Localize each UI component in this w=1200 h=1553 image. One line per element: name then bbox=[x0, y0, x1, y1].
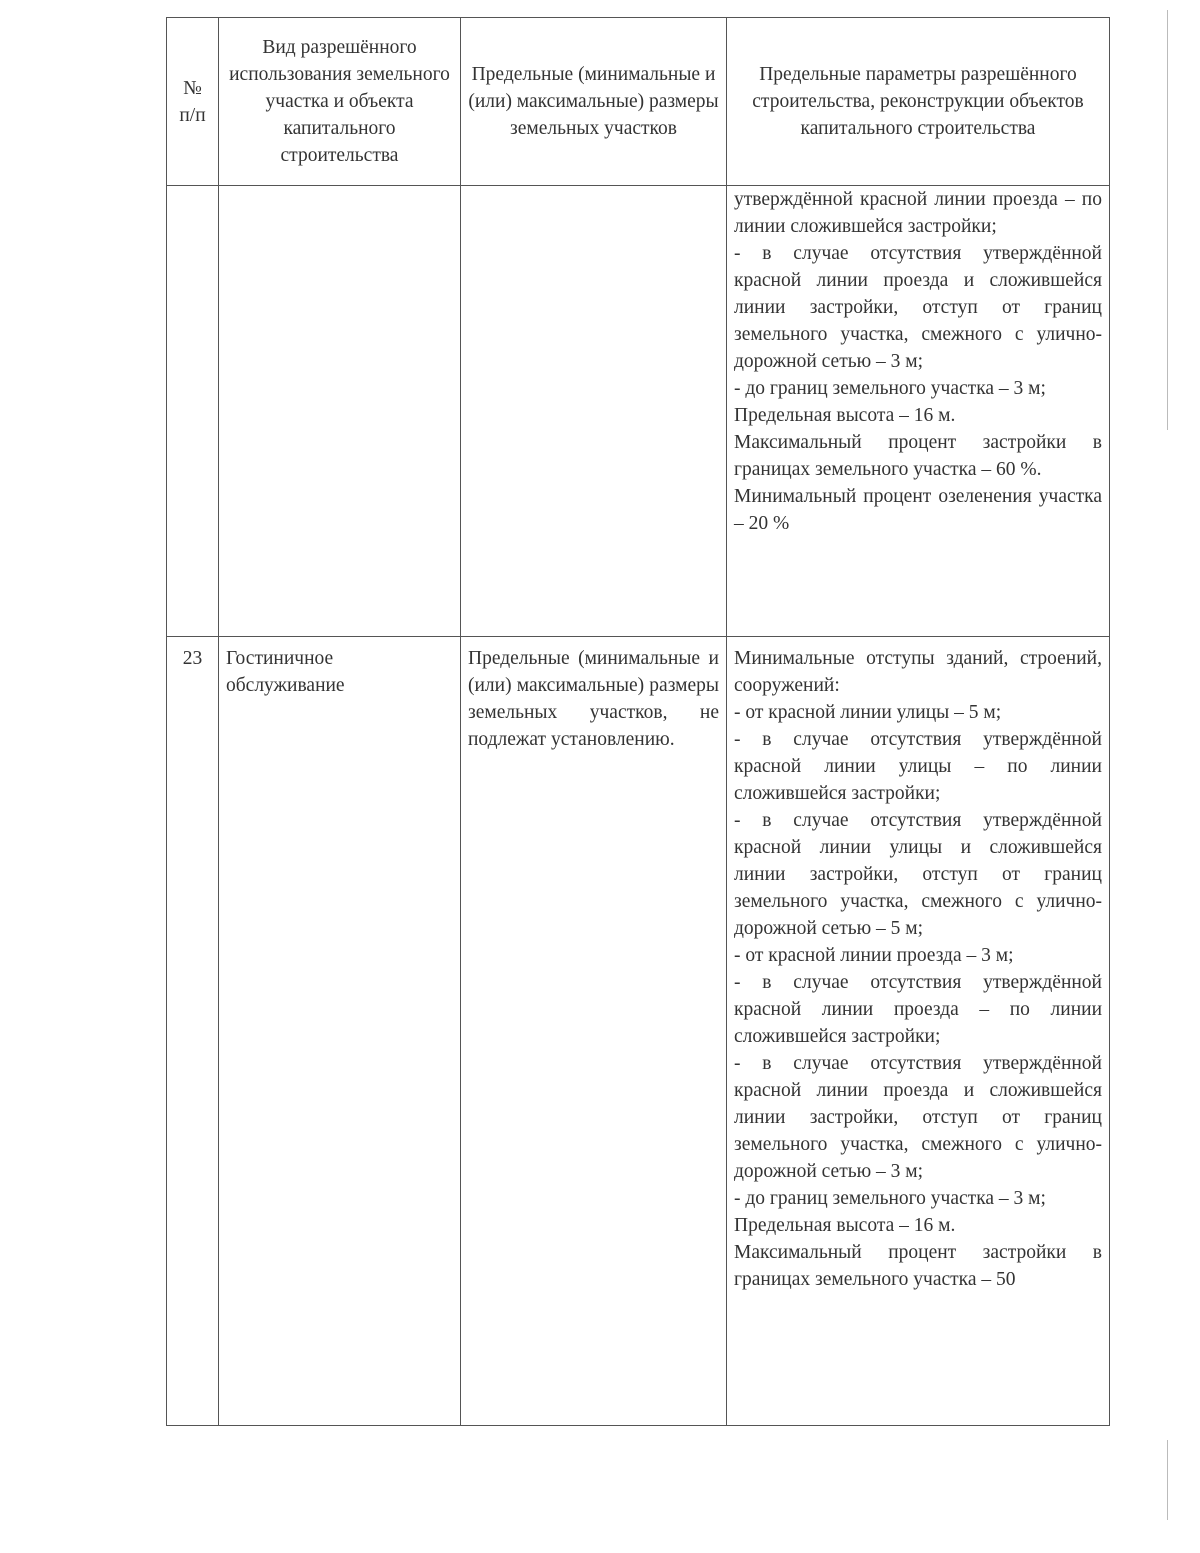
param-line: Предельная высота – 16 м. bbox=[734, 1215, 956, 1236]
table-header-row bbox=[167, 18, 1110, 186]
param-line: Предельная высота – 16 м. bbox=[734, 405, 956, 426]
scan-edge-line bbox=[1167, 10, 1168, 430]
table-row bbox=[167, 186, 1110, 637]
param-line: - до границ земельного участка – 3 м; bbox=[734, 378, 1046, 399]
param-line: - в случае отсутствия утверждённой красной линии проезда и сложившейся линии застройки, отступ от границ земельного участка, смежного с улично-дорожной сетью – 3 м; bbox=[734, 1053, 1102, 1182]
param-line: Максимальный процент застройки в границах земельного участка – 60 %. bbox=[734, 432, 1102, 480]
row-plot-sizes bbox=[461, 186, 727, 637]
land-use-table bbox=[166, 17, 1110, 1426]
table-row bbox=[167, 637, 1110, 1426]
row-construction-params bbox=[727, 186, 1110, 637]
param-line: - в случае отсутствия утверждённой красной линии улицы и сложившейся линии застройки, отступ от границ земельного участка, смежного с улично-дорожной сетью – 5 м; bbox=[734, 810, 1102, 939]
header-construction-params: Предельные параметры разрешённого строительства, реконструкции объектов капитального строительства bbox=[727, 18, 1110, 186]
header-plot-sizes: Предельные (минимальные и (или) максимальные) размеры земельных участков bbox=[461, 18, 727, 186]
row-land-use-kind bbox=[219, 186, 461, 637]
param-line: - от красной линии улицы – 5 м; bbox=[734, 702, 1002, 723]
param-line: Минимальные отступы зданий, строений, сооружений: bbox=[734, 648, 1102, 696]
row-construction-params bbox=[727, 637, 1110, 1426]
param-line: - от красной линии проезда – 3 м; bbox=[734, 945, 1014, 966]
row-plot-sizes: Предельные (минимальные и (или) максимальные) размеры земельных участков, не подлежат установлению. bbox=[461, 637, 727, 1426]
param-line: утверждённой красной линии проезда – по линии сложившейся застройки; bbox=[734, 189, 1102, 237]
row-number bbox=[167, 186, 219, 637]
header-number: № п/п bbox=[167, 18, 219, 186]
header-land-use-kind: Вид разрешённого использования земельного участка и объекта капитального строительства bbox=[219, 18, 461, 186]
scan-edge-line bbox=[1167, 1440, 1168, 1520]
param-line: - в случае отсутствия утверждённой красной линии проезда – по линии сложившейся застройки; bbox=[734, 972, 1102, 1047]
row-land-use-kind: Гостиничное обслуживание bbox=[219, 637, 461, 1426]
param-line: - до границ земельного участка – 3 м; bbox=[734, 1188, 1046, 1209]
param-line: - в случае отсутствия утверждённой красной линии проезда и сложившейся линии застройки, отступ от границ земельного участка, смежного с улично-дорожной сетью – 3 м; bbox=[734, 243, 1102, 372]
param-line: - в случае отсутствия утверждённой красной линии улицы – по линии сложившейся застройки; bbox=[734, 729, 1102, 804]
param-line: Максимальный процент застройки в границах земельного участка – 50 bbox=[734, 1242, 1102, 1290]
row-number: 23 bbox=[167, 637, 219, 1426]
param-line: Минимальный процент озеленения участка – 20 % bbox=[734, 486, 1102, 534]
